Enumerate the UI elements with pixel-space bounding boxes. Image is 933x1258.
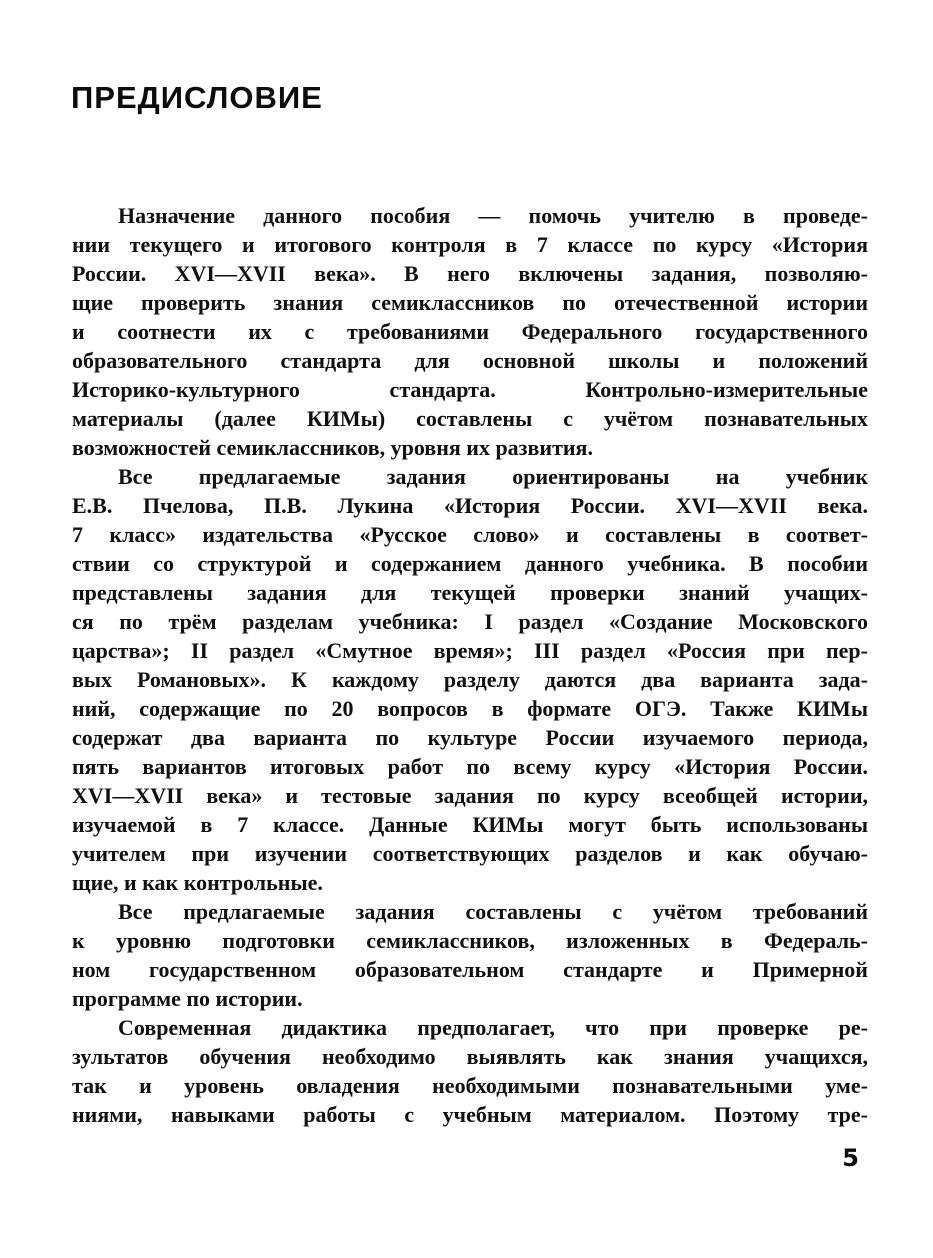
text-line: царства»; II раздел «Смутное время»; III раздел «Россия при пер- [72, 638, 868, 663]
page-number: 5 [842, 1144, 859, 1172]
text-line: образовательного стандарта для основной школы и положений [72, 348, 868, 373]
text-line: Все предлагаемые задания ориентированы на учебник [118, 464, 868, 489]
text-line: XVI—XVII века» и тестовые задания по курсу всеобщей истории, [72, 783, 868, 808]
text-line: и соотнести их с требованиями Федерального государственного [72, 319, 868, 344]
text-line: Современная дидактика предполагает, что при проверке ре- [118, 1015, 868, 1040]
page-title: ПРЕДИСЛОВИЕ [71, 80, 323, 115]
text-line: к уровню подготовки семиклассников, изложенных в Федераль- [72, 928, 868, 953]
text-line: программе по истории. [72, 986, 303, 1011]
text-line: ний, содержащие по 20 вопросов в формате ОГЭ. Также КИМы [72, 696, 868, 721]
text-line: возможностей семиклассников, уровня их развития. [72, 435, 593, 460]
text-line: вых Романовых». К каждому разделу даются два варианта зада- [72, 667, 868, 692]
text-line: представлены задания для текущей проверки знаний учащих- [72, 580, 868, 605]
text-line: 7 класс» издательства «Русское слово» и составлены в соответ- [72, 522, 868, 547]
text-line: нии текущего и итогового контроля в 7 классе по курсу «История [72, 232, 868, 257]
text-line: Е.В. Пчелова, П.В. Лукина «История России. XVI—XVII века. [72, 493, 868, 518]
text-line: содержат два варианта по культуре России изучаемого периода, [72, 725, 868, 750]
text-line: материалы (далее КИМы) составлены с учётом познавательных [72, 406, 868, 431]
text-line: изучаемой в 7 классе. Данные КИМы могут быть использованы [72, 812, 868, 837]
text-line: ниями, навыками работы с учебным материалом. Поэтому тре- [72, 1102, 868, 1127]
text-line: пять вариантов итоговых работ по всему курсу «История России. [72, 754, 868, 779]
text-line: зультатов обучения необходимо выявлять как знания учащихся, [72, 1044, 868, 1069]
text-line: Историко-культурного стандарта. Контрольно-измерительные [72, 377, 868, 402]
text-line: так и уровень овладения необходимыми познавательными уме- [72, 1073, 868, 1098]
text-line: России. XVI—XVII века». В него включены задания, позволяю- [72, 261, 868, 286]
body-text [72, 201, 868, 1129]
text-line: Назначение данного пособия — помочь учителю в проведе- [118, 203, 868, 228]
text-line: ся по трём разделам учебника: I раздел «Создание Московского [72, 609, 868, 634]
text-line: щие, и как контрольные. [72, 870, 323, 895]
text-line: Все предлагаемые задания составлены с учётом требований [118, 899, 868, 924]
text-line: ном государственном образовательном стандарте и Примерной [72, 957, 868, 982]
text-line: учителем при изучении соответствующих разделов и как обучаю- [72, 841, 868, 866]
text-line: ствии со структурой и содержанием данного учебника. В пособии [72, 551, 868, 576]
text-line: щие проверить знания семиклассников по отечественной истории [72, 290, 868, 315]
